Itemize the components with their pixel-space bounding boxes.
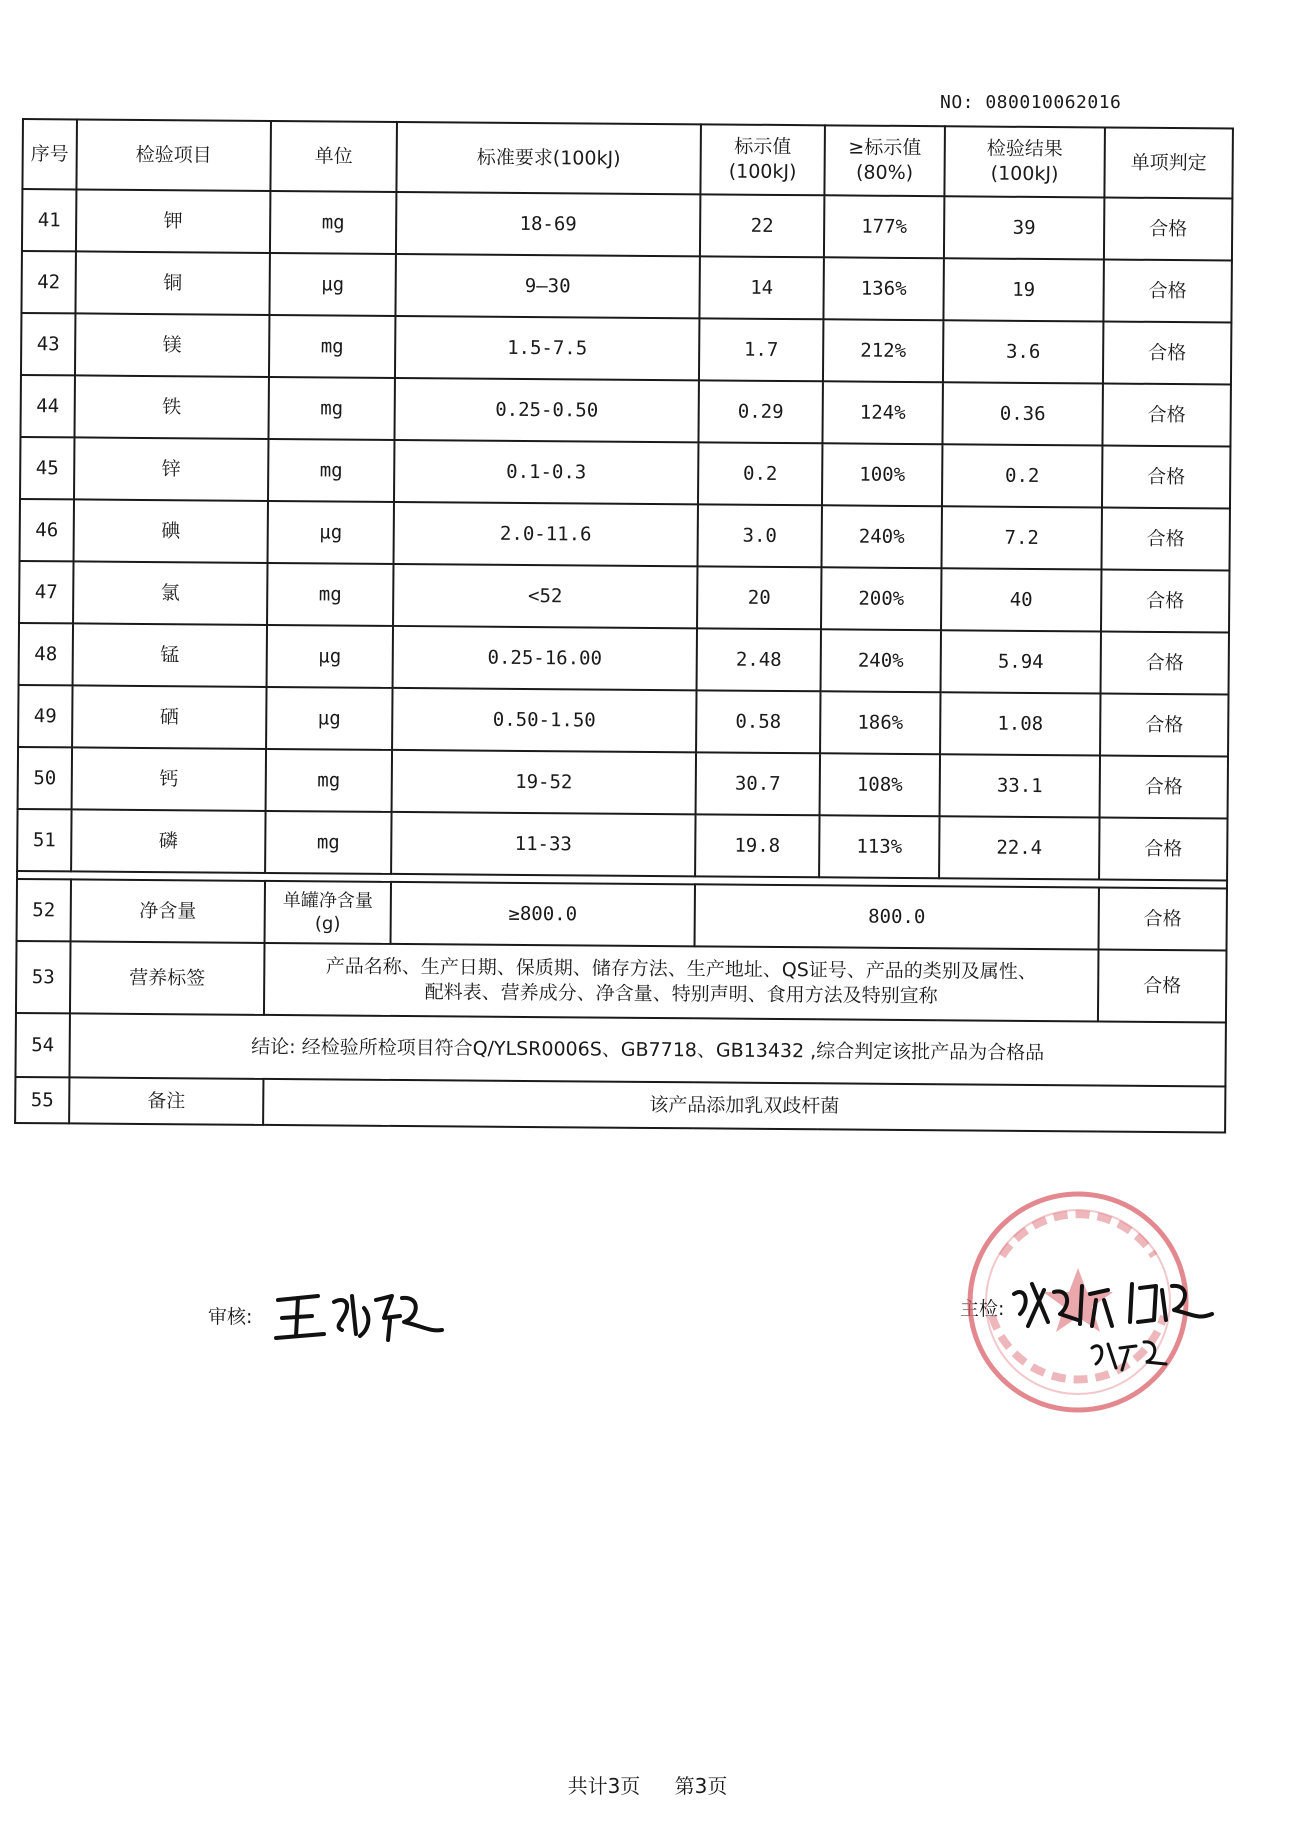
header-seq: 序号: [22, 119, 77, 189]
cell-unit: μg: [269, 253, 395, 316]
cell-label-value: 1.7: [699, 318, 823, 381]
cell-seq: 48: [19, 623, 73, 685]
cell-pct: 200%: [821, 567, 941, 630]
table-row: [22, 189, 1232, 261]
header-pct-label: ≥标示值 (80%): [824, 125, 945, 196]
cell-result: 40: [941, 568, 1101, 631]
table-row-nutrition-label: [16, 941, 1227, 1023]
table-row: [21, 313, 1231, 385]
cell-judgement: 合格: [1102, 383, 1230, 446]
cell-item: 净含量: [71, 879, 265, 943]
header-unit: 单位: [270, 121, 397, 192]
cell-judgement: 合格: [1101, 569, 1229, 632]
table-row: [19, 623, 1229, 695]
header-standard: 标准要求(100kJ): [396, 122, 701, 194]
page-footer: [0, 1770, 1295, 1799]
cell-standard: 0.25-16.00: [393, 626, 697, 690]
cell-standard: ≥800.0: [391, 882, 695, 946]
audit-signature: [272, 1278, 452, 1348]
cell-judgement: 合格: [1101, 631, 1229, 694]
table-row: [18, 747, 1228, 819]
cell-standard: 18-69: [396, 192, 700, 256]
cell-standard: 2.0-11.6: [394, 502, 698, 566]
cell-item: 硒: [72, 685, 266, 749]
cell-unit: mg: [265, 811, 391, 874]
cell-judgement: 合格: [1100, 693, 1228, 756]
header-result: 检验结果 (100kJ): [944, 126, 1105, 197]
cell-item: 镁: [75, 313, 269, 377]
cell-item: 钙: [72, 747, 266, 811]
cell-content: 该产品添加乳双歧杆菌: [263, 1079, 1225, 1133]
table-body: [15, 119, 1233, 1132]
cell-pct: 136%: [823, 257, 943, 320]
cell-seq: 52: [17, 879, 71, 941]
cell-item: 磷: [71, 809, 265, 873]
cell-result: 39: [944, 196, 1104, 259]
cell-seq: 45: [20, 437, 74, 499]
cell-standard: 0.50-1.50: [392, 688, 696, 752]
cell-item: 备注: [69, 1077, 263, 1125]
cell-judgement: 合格: [1098, 949, 1227, 1022]
page-total: 共计3页: [567, 1774, 641, 1798]
cell-seq: 42: [21, 251, 75, 313]
cell-judgement: 合格: [1099, 817, 1227, 880]
cell-seq: 53: [16, 941, 71, 1013]
cell-result: 0.2: [942, 444, 1102, 507]
cell-standard: 9—30: [395, 254, 699, 318]
cell-pct: 177%: [824, 195, 944, 258]
cell-label-value: 0.29: [698, 380, 822, 443]
cell-label-value: 19.8: [695, 814, 819, 877]
cell-result: 800.0: [695, 884, 1099, 949]
inspection-table-sheet: [13, 118, 1232, 1273]
cell-unit: mg: [268, 377, 394, 440]
cell-unit: mg: [267, 563, 393, 626]
table-row: [20, 437, 1230, 509]
cell-judgement: 合格: [1103, 260, 1231, 323]
cell-pct: 240%: [821, 505, 941, 568]
cell-conclusion: 结论: 经检验所检项目符合Q/YLSR0006S、GB7718、GB13432 ,综合判定该批产品为合格品: [69, 1013, 1225, 1086]
cell-pct: 124%: [822, 381, 942, 444]
cell-item: 营养标签: [70, 941, 265, 1015]
header-judgement: 单项判定: [1104, 128, 1233, 199]
cell-seq: 49: [18, 685, 72, 747]
cell-result: 33.1: [940, 754, 1100, 817]
cell-label-value: 30.7: [696, 752, 820, 815]
cell-item: 锌: [74, 437, 268, 501]
cell-label-value: 14: [699, 256, 823, 319]
cell-pct: 100%: [822, 443, 942, 506]
table-row: [19, 561, 1229, 633]
table-row: [20, 499, 1230, 571]
cell-item: 锰: [73, 623, 267, 687]
header-item: 检验项目: [76, 119, 271, 191]
table-row-net-content: [17, 879, 1227, 951]
page-current: 第3页: [674, 1774, 728, 1798]
inspection-table: [14, 118, 1234, 1133]
cell-label-value: 20: [697, 566, 821, 629]
table-row: [18, 685, 1228, 757]
cell-item: 氯: [73, 561, 267, 625]
audit-label: 审核:: [208, 1306, 253, 1328]
cell-standard: 19-52: [392, 750, 696, 814]
cell-label-value: 0.2: [698, 442, 822, 505]
cell-pct: 186%: [820, 691, 940, 754]
cell-item: 铁: [74, 375, 268, 439]
cell-judgement: 合格: [1103, 321, 1231, 384]
cell-result: 7.2: [941, 506, 1101, 569]
cell-item: 碘: [74, 499, 268, 563]
header-label-value: 标示值 (100kJ): [700, 124, 825, 195]
cell-result: 19: [943, 258, 1103, 321]
report-number: NO: 080010062016: [940, 92, 1122, 113]
cell-seq: 44: [20, 375, 74, 437]
cell-seq: 55: [15, 1077, 69, 1123]
cell-pct: 240%: [821, 629, 941, 692]
cell-label-value: 3.0: [697, 504, 821, 567]
cell-unit: mg: [268, 439, 394, 502]
cell-result: 0.36: [942, 382, 1102, 445]
cell-standard: <52: [393, 564, 697, 628]
cell-unit: mg: [266, 749, 392, 812]
table-row-remarks: [15, 1077, 1225, 1133]
cell-item: 铜: [75, 251, 269, 315]
table-row: [20, 375, 1230, 447]
cell-unit: μg: [267, 625, 393, 688]
cell-seq: 54: [15, 1013, 70, 1077]
cell-standard: 0.25-0.50: [394, 378, 698, 442]
cell-judgement: 合格: [1100, 755, 1228, 818]
cell-judgement: 合格: [1104, 198, 1232, 261]
cell-seq: 51: [17, 809, 71, 871]
cell-item: 钾: [76, 189, 270, 253]
cell-judgement: 合格: [1102, 445, 1230, 508]
cell-seq: 47: [19, 561, 73, 623]
cell-unit: mg: [270, 191, 396, 254]
cell-unit: μg: [268, 501, 394, 564]
cell-label-value: 22: [700, 194, 824, 257]
chief-inspector-signature: [1008, 1270, 1233, 1380]
cell-standard: 0.1-0.3: [394, 440, 698, 504]
cell-pct: 212%: [823, 319, 943, 382]
cell-seq: 50: [18, 747, 72, 809]
cell-standard: 11-33: [391, 812, 695, 876]
header-row: [22, 119, 1233, 199]
cell-label-value: 0.58: [696, 690, 820, 753]
table-row-conclusion: [15, 1013, 1225, 1087]
cell-pct: 108%: [820, 753, 940, 816]
cell-seq: 41: [22, 189, 76, 251]
cell-judgement: 合格: [1101, 507, 1229, 570]
cell-judgement: 合格: [1099, 887, 1227, 950]
cell-unit: 单罐净含量 (g): [265, 881, 391, 944]
cell-seq: 43: [21, 313, 75, 375]
table-row: [17, 809, 1227, 881]
table-row: [21, 251, 1231, 323]
cell-result: 3.6: [943, 320, 1103, 383]
cell-content: 产品名称、生产日期、保质期、储存方法、生产地址、QS证号、产品的类别及属性、 配料表、营养成分、净含量、特别声明、食用方法及特别宣称: [264, 943, 1099, 1022]
cell-seq: 46: [20, 499, 74, 561]
cell-label-value: 2.48: [697, 628, 821, 691]
cell-unit: mg: [269, 315, 395, 378]
cell-unit: μg: [266, 687, 392, 750]
chief-inspector-label: 主检:: [960, 1298, 1005, 1320]
cell-pct: 113%: [819, 815, 939, 878]
cell-result: 1.08: [940, 692, 1100, 755]
cell-result: 22.4: [939, 816, 1099, 879]
cell-standard: 1.5-7.5: [395, 316, 699, 380]
cell-result: 5.94: [941, 630, 1101, 693]
